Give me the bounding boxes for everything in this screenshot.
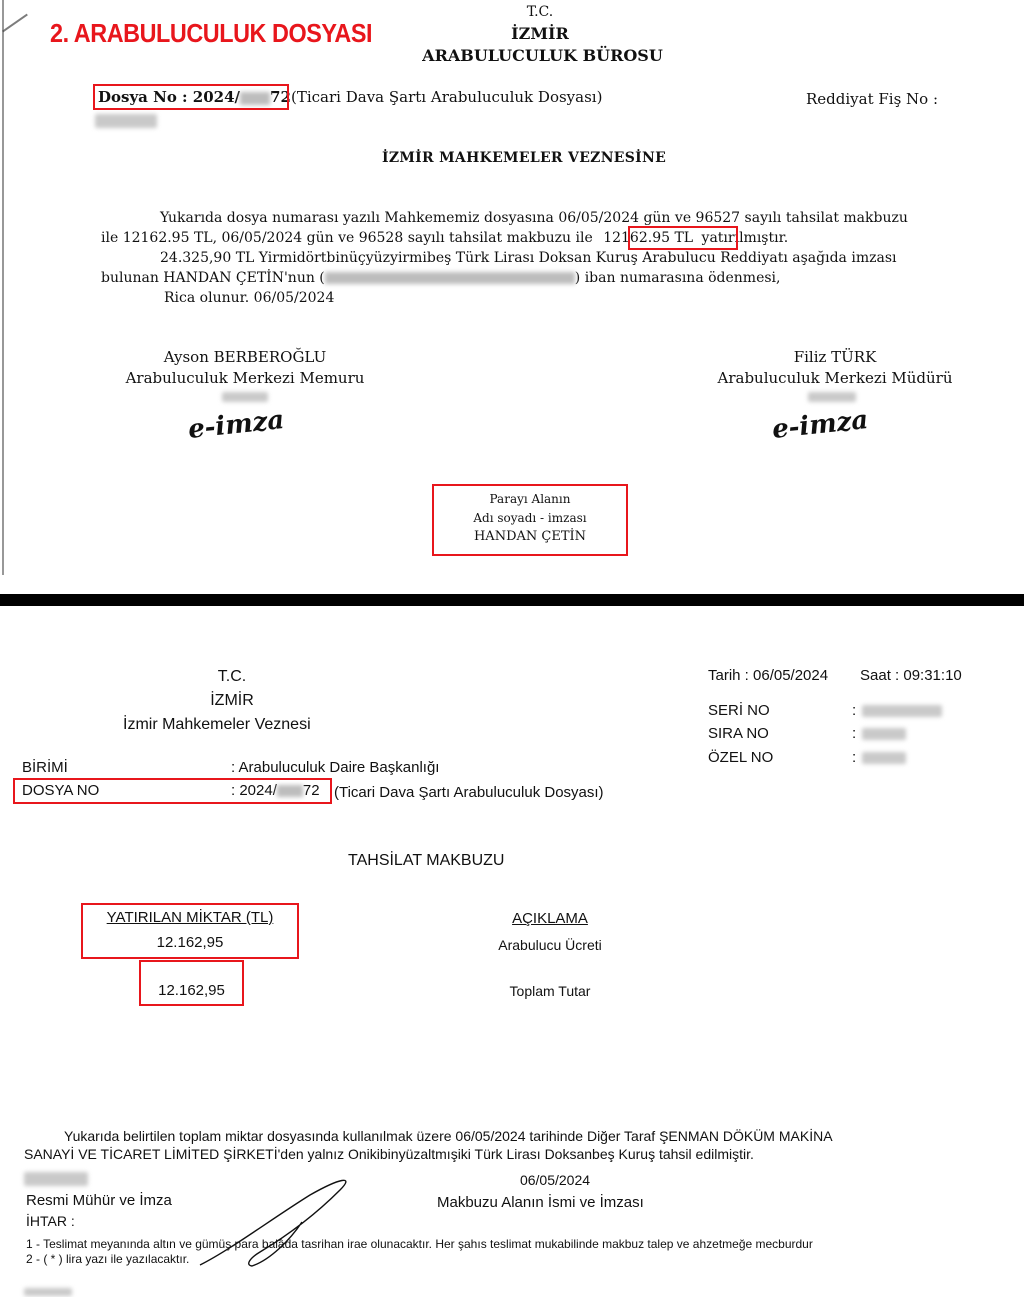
doc2-file-type: (Ticari Dava Şartı Arabuluculuk Dosyası): [334, 784, 604, 801]
doc2-footer-date: 06/05/2024: [519, 1172, 591, 1188]
doc1-signatory-right-name: Filiz TÜRK: [793, 348, 877, 366]
page-title: 2. ARABULUCULUK DOSYASI: [50, 18, 373, 48]
doc2-footer-line1: Yukarıda belirtilen toplam miktar dosyasında kullanılmak üzere 06/05/2024 tarihinde Diğer Taraf ŞENMAN DÖKÜM MAKİNA: [64, 1128, 833, 1144]
doc1-file-type: (Ticari Dava Şartı Arabuluculuk Dosyası): [291, 88, 603, 106]
doc2-warning-1: 1 - Teslimat meyanında altın ve gümüş para balâda tasrihan irae olunacaktır. Her şahıs teslimat mukabilinde makbuz talep ve ahzetmeğe mecburdur: [26, 1237, 813, 1251]
doc2-date: Tarih : 06/05/2024: [708, 667, 829, 684]
doc2-file-value-a: : 2024/: [231, 782, 277, 799]
doc1-body-line4-b: ) iban numarasına ödenmesi,: [574, 270, 781, 286]
doc1-recipient-line2: Adı soyadı - imzası: [473, 511, 587, 525]
doc1-signatory-left-title: Arabuluculuk Merkezi Memuru: [125, 369, 365, 387]
blurred-id: [808, 392, 856, 402]
blurred-ozel: [862, 752, 906, 764]
blurred-seri: [862, 705, 942, 717]
doc2-amount-header: YATIRILAN MİKTAR (TL): [106, 909, 274, 926]
highlight-doc2-file-no: [13, 778, 332, 804]
doc1-addressee: İZMİR MAHKEMELER VEZNESİNE: [382, 150, 667, 166]
blurred-field: [95, 114, 157, 128]
scan-edge-corner: [2, 14, 28, 33]
doc2-seal-label: Resmi Mühür ve İmza: [26, 1192, 172, 1209]
highlight-file-no: [93, 84, 289, 110]
doc1-recipient-name: HANDAN ÇETİN: [473, 529, 587, 544]
doc2-desc-total: Toplam Tutar: [509, 983, 591, 999]
doc2-desc-header: AÇIKLAMA: [512, 910, 588, 927]
doc2-unit-value: : Arabuluculuk Daire Başkanlığı: [231, 759, 440, 776]
doc2-seri-colon: :: [852, 702, 857, 719]
doc1-body-line4: [101, 270, 780, 286]
doc1-body-line4-a: bulunan HANDAN ÇETİN'nun (: [101, 270, 325, 286]
doc1-body-line2-b: yatırılmıştır.: [701, 230, 789, 246]
doc1-recipient-line1: Parayı Alanın: [489, 492, 571, 506]
doc1-file-no-suffix: 72: [270, 88, 291, 106]
doc1-body-line2-a: ile 12162.95 TL, 06/05/2024 gün ve 96528 sayılı tahsilat makbuzu ile: [101, 230, 593, 246]
doc2-sira-label: SIRA NO: [708, 725, 769, 742]
doc2-office: İzmir Mahkemeler Veznesi: [123, 716, 311, 733]
doc1-body-line5: Rica olunur. 06/05/2024: [164, 290, 335, 306]
doc2-city: İZMİR: [210, 692, 254, 709]
doc1-city: İZMİR: [511, 24, 569, 43]
doc1-body-line1: Yukarıda dosya numarası yazılı Mahkememiz dosyasına 06/05/2024 gün ve 96527 sayılı tahsilat makbuzu: [160, 210, 908, 226]
doc2-file-label: DOSYA NO: [22, 782, 100, 799]
doc1-office: ARABULUCULUK BÜROSU: [422, 46, 663, 65]
doc1-body-line2-amount: 12162.95 TL: [603, 230, 694, 246]
blurred-id: [222, 392, 268, 402]
doc1-esign-left: e-imza: [186, 405, 286, 445]
doc2-warning-2: 2 - ( * ) lira yazı ile yazılacaktır.: [26, 1252, 190, 1266]
doc1-esign-right: e-imza: [770, 405, 870, 445]
doc2-ozel-colon: :: [852, 749, 857, 766]
doc2-unit-label: BİRİMİ: [22, 759, 68, 776]
blurred-field: [24, 1288, 72, 1296]
doc2-ozel-label: ÖZEL NO: [708, 749, 774, 766]
doc2-time: Saat : 09:31:10: [860, 667, 962, 684]
blurred-sira: [862, 728, 906, 740]
doc2-receiver-label: Makbuzu Alanın İsmi ve İmzası: [437, 1194, 644, 1211]
doc2-amount: 12.162,95: [156, 934, 224, 951]
doc2-file-value-b: 72: [302, 782, 320, 799]
doc1-signatory-left-name: Ayson BERBEROĞLU: [163, 348, 327, 366]
doc1-signatory-right-title: Arabuluculuk Merkezi Müdürü: [717, 369, 953, 387]
handwritten-signature: [190, 1170, 370, 1280]
doc2-receipt-title: TAHSİLAT MAKBUZU: [348, 852, 505, 869]
doc2-footer-line2: SANAYİ VE TİCARET LİMİTED ŞİRKETİ'den yalnız Onikibinyüzaltmışiki Türk Lirası Doksanbeş Kuruş tahsil edilmiştir.: [24, 1146, 754, 1162]
doc2-seri-label: SERİ NO: [708, 702, 770, 719]
highlight-amount-1: [628, 226, 738, 250]
doc2-warning-label: İHTAR :: [26, 1213, 75, 1229]
doc2-sira-colon: :: [852, 725, 857, 742]
doc2-desc-item: Arabulucu Ücreti: [498, 937, 602, 953]
section-divider: [0, 594, 1024, 606]
doc1-receipt-label: Reddiyat Fiş No :: [806, 90, 939, 108]
doc1-body-line3: 24.325,90 TL Yirmidörtbinüçyüzyirmibeş Türk Lirası Doksan Kuruş Arabulucu Reddiyatı aşağıda imzası: [160, 250, 897, 266]
blurred-field: [24, 1172, 88, 1186]
doc2-total: 12.162,95: [158, 982, 225, 999]
doc1-file-no-label: Dosya No : 2024/: [98, 88, 241, 106]
doc1-tc: T.C.: [526, 4, 554, 20]
blurred-iban: [325, 272, 575, 284]
doc2-tc: T.C.: [217, 668, 247, 685]
scan-edge: [2, 0, 4, 575]
